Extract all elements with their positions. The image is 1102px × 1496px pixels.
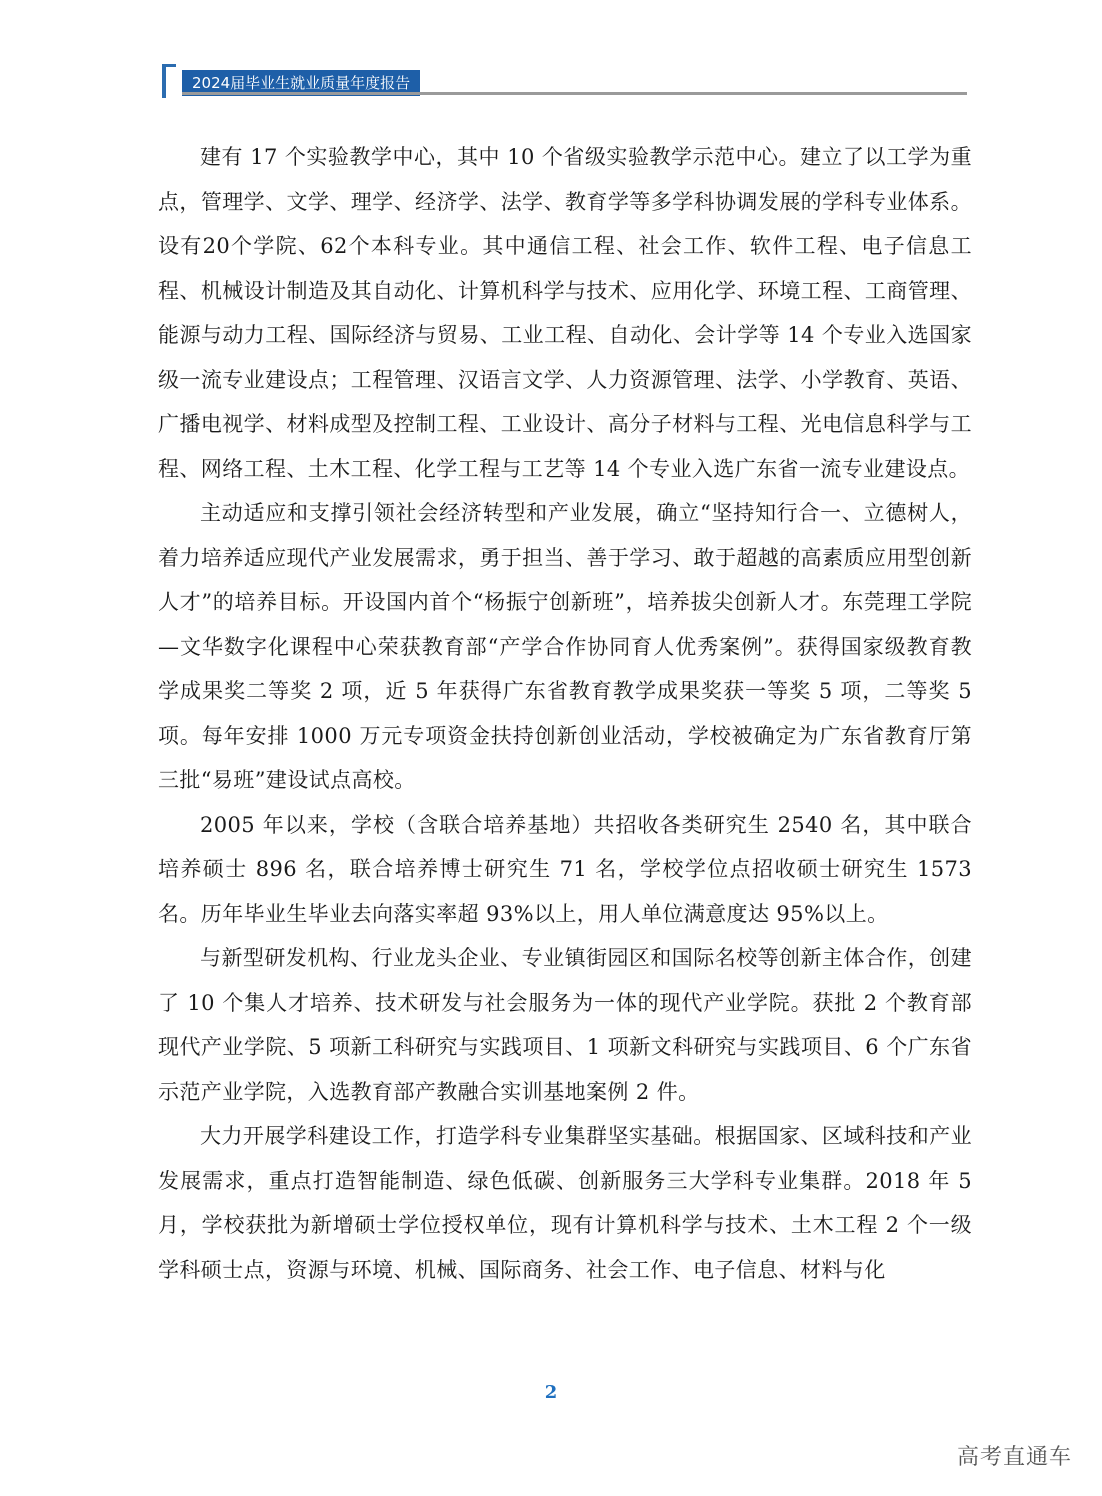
body-text <box>158 135 972 1292</box>
paragraph-majors: 建有 17 个实验教学中心，其中 10 个省级实验教学示范中心。建立了以工学为重点，管理学、文学、理学、经济学、法学、教育学等多学科协调发展的学科专业体系。设有20个学院、62个本科专业。其中通信工程、社会工作、软件工程、电子信息工程、机械设计制造及其自动化、计算机科学与技术、应用化学、环境工程、工商管理、能源与动力工程、国际经济与贸易、工业工程、自动化、会计学等 14 个专业入选国家级一流专业建设点；工程管理、汉语言文学、人力资源管理、法学、小学教育、英语、广播电视学、材料成型及控制工程、工业设计、高分子材料与工程、光电信息科学与工程、网络工程、土木工程、化学工程与工艺等 14 个专业入选广东省一流专业建设点。 <box>158 145 972 481</box>
header-rule <box>182 92 967 95</box>
watermark: 高考直通车 <box>956 1445 1072 1470</box>
paragraph-discipline-building: 大力开展学科建设工作，打造学科专业集群坚实基础。根据国家、区域科技和产业发展需求，重点打造智能制造、绿色低碳、创新服务三大学科专业集群。2018 年 5 月，学校获批为新增硕士学位授权单位，现有计算机科学与技术、土木工程 2 个一级学科硕士点，资源与环境、机械、国际商务、社会工作、电子信息、材料与化 <box>158 1124 972 1282</box>
paragraph-industry-colleges: 与新型研发机构、行业龙头企业、专业镇街园区和国际名校等创新主体合作，创建了 10 个集人才培养、技术研发与社会服务为一体的现代产业学院。获批 2 个教育部现代产业学院、5 项新工科研究与实践项目、1 项新文科研究与实践项目、6 个广东省示范产业学院，入选教育部产教融合实训基地案例 2 件。 <box>158 946 972 1104</box>
paragraph-graduate-enrollment: 2005 年以来，学校（含联合培养基地）共招收各类研究生 2540 名，其中联合培养硕士 896 名，联合培养博士研究生 71 名，学校学位点招收硕士研究生 1573 名。历年毕业生毕业去向落实率超 93%以上，用人单位满意度达 95%以上。 <box>158 812 972 926</box>
page-number: 2 <box>544 1382 558 1403</box>
header-bracket-top-decoration <box>162 64 176 67</box>
report-header <box>162 64 967 98</box>
paragraph-talent-training: 主动适应和支撑引领社会经济转型和产业发展，确立“坚持知行合一、立德树人，着力培养适应现代产业发展需求，勇于担当、善于学习、敢于超越的高素质应用型创新人才”的培养目标。开设国内首个“杨振宁创新班”，培养拔尖创新人才。东莞理工学院—文华数字化课程中心荣获教育部“产学合作协同育人优秀案例”。获得国家级教育教学成果奖二等奖 2 项，近 5 年获得广东省教育教学成果奖获一等奖 5 项，二等奖 5 项。每年安排 1000 万元专项资金扶持创新创业活动，学校被确定为广东省教育厅第三批“易班”建设试点高校。 <box>158 501 972 792</box>
report-title: 2024届毕业生就业质量年度报告 <box>182 70 420 96</box>
header-bracket-decoration <box>162 64 166 98</box>
